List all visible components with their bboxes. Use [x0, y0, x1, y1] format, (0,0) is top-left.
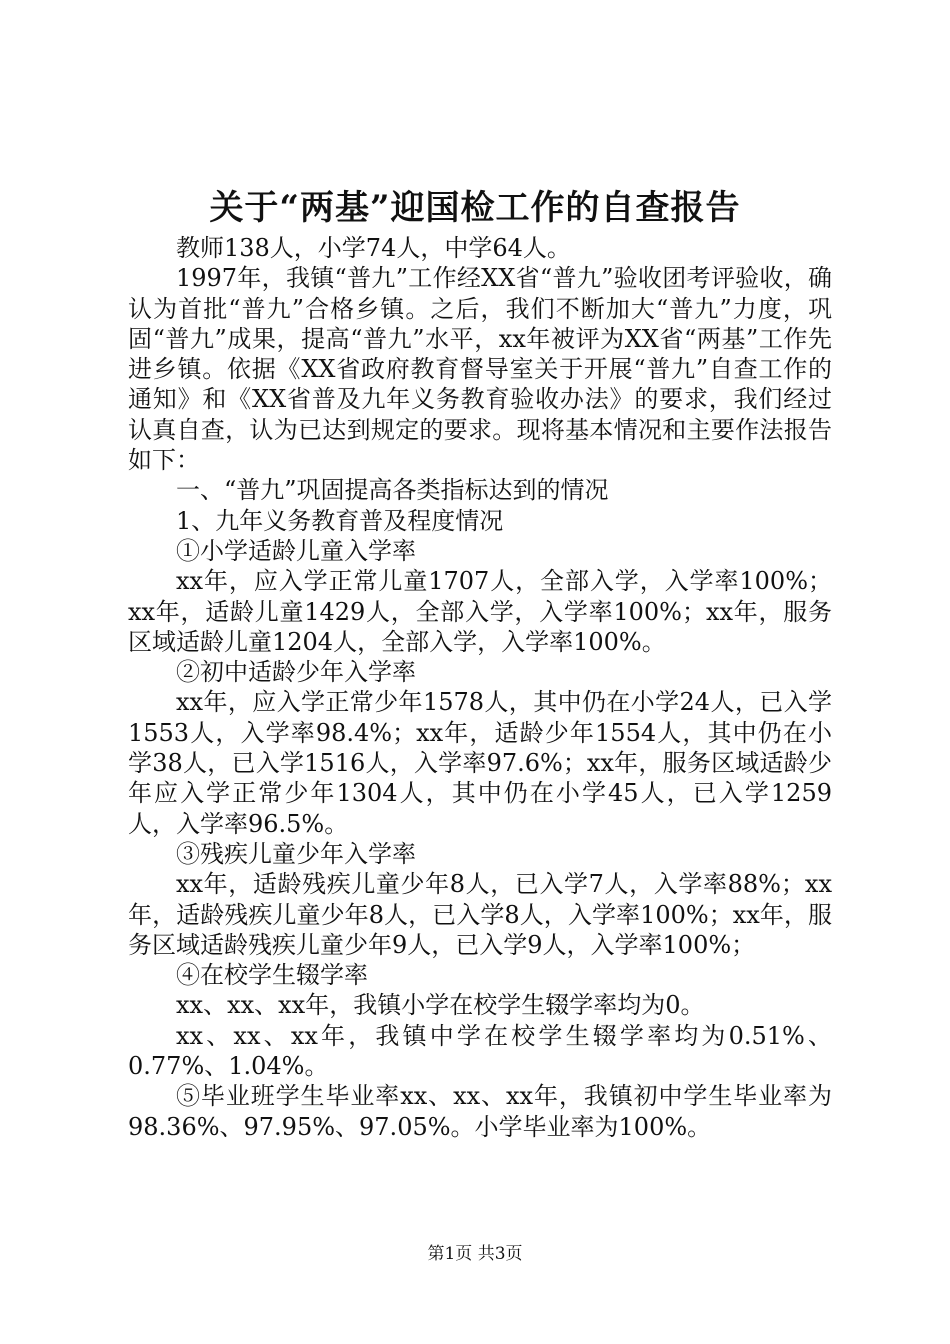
item-heading: ①小学适龄儿童入学率: [176, 536, 416, 565]
paragraph: xx、xx、xx年，我镇中学在校学生辍学率均为0.51%、0.77%、1.04%。: [128, 1021, 832, 1081]
paragraph: 教师138人，小学74人，中学64人。: [176, 234, 571, 262]
paragraph: ⑤毕业班学生毕业率xx、xx、xx年，我镇初中学生毕业率为98.36%、97.95%、97.05%。小学毕业率为100%。: [128, 1082, 832, 1141]
paragraph: 1997年，我镇“普九”工作经XX省“普九”验收团考评验收，确认为首批“普九”合格乡镇。之后，我们不断加大“普九”力度，巩固“普九”成果，提高“普九”水平，xx年被评为XX省“两基”工作先进乡镇。依据《XX省政府教育督导室关于开展“普九”自查工作的通知》和《XX省普及九年义务教育验收办法》的要求，我们经过认真自查，认为已达到规定的要求。现将基本情况和主要作法报告如下：: [128, 264, 832, 475]
item-heading: ④在校学生辍学率: [176, 961, 368, 990]
item-heading: ②初中适龄少年入学率: [176, 658, 416, 687]
item-heading: ③残疾儿童少年入学率: [176, 839, 416, 868]
document-body: [128, 233, 832, 1142]
paragraph: xx年，应入学正常儿童1707人，全部入学，入学率100%；xx年，适龄儿童1429人，全部入学，入学率100%；xx年，服务区域适龄儿童1204人，全部入学，入学率100%。: [128, 567, 832, 656]
paragraph: xx年，适龄残疾儿童少年8人，已入学7人，入学率88%；xx年，适龄残疾儿童少年8人，已入学8人，入学率100%；xx年，服务区域适龄残疾儿童少年9人，已入学9人，入学率100%；: [128, 870, 832, 959]
section-heading: 一、“普九”巩固提高各类指标达到的情况: [176, 476, 609, 505]
page-footer: 第1页 共3页: [427, 1244, 523, 1264]
document-title: 关于“两基”迎国检工作的自查报告: [209, 188, 741, 228]
paragraph: xx年，应入学正常少年1578人，其中仍在小学24人，已入学1553人，入学率98.4%；xx年，适龄少年1554人，其中仍在小学38人，已入学1516人，入学率97.6%；xx年，服务区域适龄少年应入学正常少年1304人，其中仍在小学45人，已入学1259人，入学率96.5%。: [128, 688, 832, 838]
paragraph: xx、xx、xx年，我镇小学在校学生辍学率均为0。: [176, 991, 705, 1020]
subsection-heading: 1、九年义务教育普及程度情况: [176, 506, 504, 535]
